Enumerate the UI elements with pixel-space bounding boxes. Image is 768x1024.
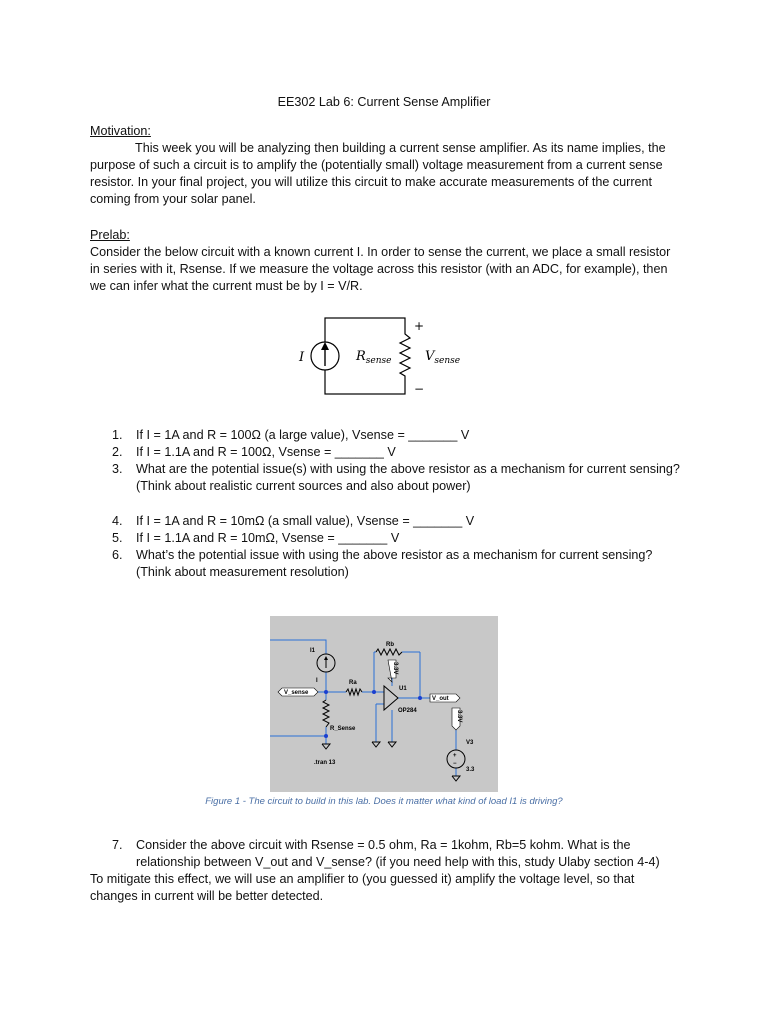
supply-label: 3.3V [392, 662, 398, 675]
i1-label: I1 [310, 648, 316, 654]
list-item: 4. If I = 1A and R = 10mΩ (a small value), Vsense = _______ V [112, 514, 475, 528]
source-label: I [299, 350, 305, 365]
svg-text:Vsense [425, 349, 460, 366]
v-sense-label: V_sense [284, 690, 309, 696]
v3-value-label: 3.3 [466, 767, 475, 773]
v-out-label: V_out [432, 696, 449, 702]
svg-text:−: − [453, 761, 457, 767]
questions-group-a [90, 427, 680, 495]
voltage-sub: sense [434, 356, 461, 366]
rb-label: Rb [386, 642, 394, 648]
question-7 [90, 837, 680, 871]
motivation-section [90, 123, 680, 208]
ra-label: Ra [349, 680, 357, 686]
i-label: I [316, 678, 318, 684]
amplifier-schematic [270, 616, 498, 792]
svg-text:Rsense [355, 349, 391, 366]
list-item: 1. If I = 1A and R = 100Ω (a large value), Vsense = _______ V [112, 428, 470, 442]
opamp-model-label: OP284 [398, 708, 417, 714]
svg-text:+: + [453, 753, 457, 759]
u1-label: U1 [399, 686, 407, 692]
questions-group-b [90, 513, 680, 581]
motivation-text: This week you will be analyzing then building a current sense amplifier. As its name implies, the purpose of such a circuit is to amplify the (potentially small) voltage measurement from a current sense resistor. In your final project, you will utilize this circuit to make accurate measurements of the current coming from your solar panel. [90, 141, 666, 206]
v3-label: V3 [466, 740, 474, 746]
list-item: 6. What’s the potential issue with using the above resistor as a mechanism for current sensing? (Think about measurement resolution) [112, 548, 653, 579]
list-item: 5. If I = 1.1A and R = 10mΩ, Vsense = _______ V [112, 531, 400, 545]
plus-sign: + [414, 319, 425, 333]
list-item: 2. If I = 1.1A and R = 100Ω, Vsense = _______ V [112, 445, 396, 459]
minus-sign: − [414, 382, 425, 396]
prelab-text: Consider the below circuit with a known current I. In order to sense the current, we place a small resistor in series with it, Rsense. If we measure the voltage across this resistor (with an ADC, for example), then we can infer what the current must be by I = V/R. [90, 245, 671, 293]
resistor-sub: sense [365, 356, 392, 366]
supply-label: 3.3V [456, 710, 462, 723]
prelab-heading: Prelab: [90, 228, 130, 242]
r-sense-label: R_Sense [330, 726, 356, 732]
list-item: 3. What are the potential issue(s) with using the above resistor as a mechanism for current sensing? (Think about realistic current sources and also about power) [112, 462, 680, 493]
figure-caption: Figure 1 - The circuit to build in this lab. Does it matter what kind of load I1 is driving? [205, 796, 563, 807]
tran-directive: .tran 13 [314, 760, 336, 766]
resistor-label: R [356, 349, 366, 364]
closing-paragraph: To mitigate this effect, we will use an amplifier to (you guessed it) amplify the voltage level, so that changes in current will be better detected. [90, 872, 635, 903]
page-title: EE302 Lab 6: Current Sense Amplifier [277, 95, 491, 109]
motivation-heading: Motivation: [90, 124, 151, 138]
sense-resistor-diagram [290, 312, 480, 402]
voltage-label: V [425, 349, 435, 364]
prelab-section [90, 227, 680, 295]
list-item: 7. Consider the above circuit with Rsense = 0.5 ohm, Ra = 1kohm, Rb=5 kohm. What is the relationship between V_out and V_sense? (if you need help with this, study Ulaby section 4-4) [112, 838, 660, 869]
